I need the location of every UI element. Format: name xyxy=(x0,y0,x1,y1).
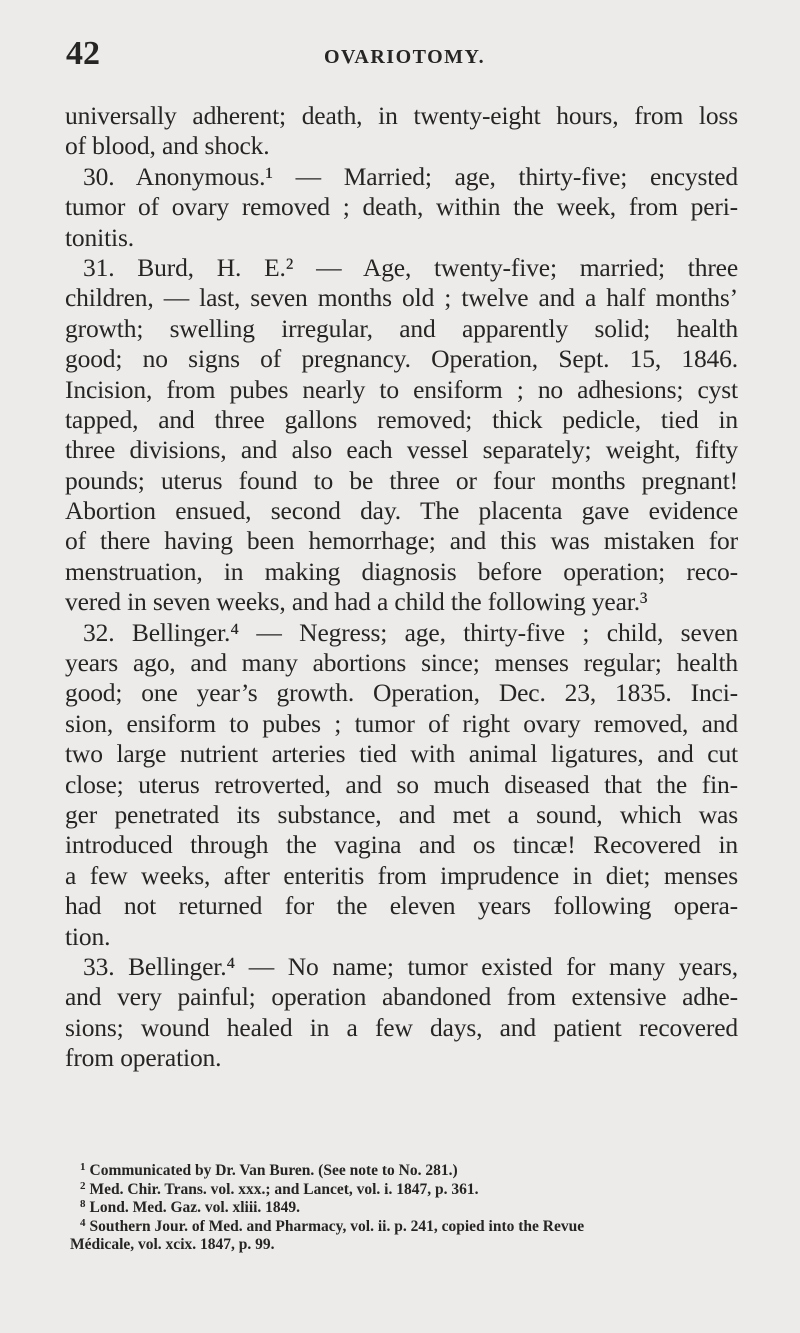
text-line: universally adherent; death, in twenty-eight hours, from loss xyxy=(65,101,738,130)
text-line: a few weeks, after enteritis from imprudence in diet; menses xyxy=(65,860,738,890)
footnote xyxy=(66,1199,738,1218)
text-line: 31. Burd, H. E.² — Age, twenty-five; married; three xyxy=(83,252,738,282)
text-line: and very painful; operation abandoned from extensive adhe- xyxy=(65,982,738,1012)
text-line: menstruation, in making diagnosis before operation; reco- xyxy=(65,556,738,586)
text-line: good; no signs of pregnancy. Operation, Sept. 15, 1846. xyxy=(65,344,738,374)
footnote xyxy=(66,1236,738,1255)
footnote-text: Med. Chir. Trans. vol. xxx.; and Lancet, vol. i. 1847, p. 361. xyxy=(89,1180,479,1198)
footnote-marker: 2 xyxy=(80,1179,86,1192)
running-head xyxy=(66,34,734,74)
footnotes xyxy=(66,1162,738,1255)
footnote xyxy=(66,1181,738,1200)
text-line: close; uterus retroverted, and so much diseased that the fin- xyxy=(65,769,738,799)
text-line: tonitis. xyxy=(65,222,134,252)
text-line: tapped, and three gallons removed; thick pedicle, tied in xyxy=(65,404,738,434)
text-line: 33. Bellinger.⁴ — No name; tumor existed for many years, xyxy=(83,951,738,981)
page-number: 42 xyxy=(66,35,100,72)
footnote-text: Southern Jour. of Med. and Pharmacy, vol. ii. p. 241, copied into the Revue xyxy=(89,1217,585,1235)
text-line: 30. Anonymous.¹ — Married; age, thirty-five; encysted xyxy=(83,161,738,191)
text-line: tumor of ovary removed ; death, within the week, from peri- xyxy=(65,192,738,222)
text-line: vered in seven weeks, and had a child the following year.³ xyxy=(65,587,648,617)
text-line: three divisions, and also each vessel separately; weight, fifty xyxy=(65,435,738,465)
text-line: growth; swelling irregular, and apparently solid; health xyxy=(65,313,738,343)
text-line: of there having been hemorrhage; and this was mistaken for xyxy=(65,526,738,556)
text-line: tion. xyxy=(65,921,111,951)
text-line: Incision, from pubes nearly to ensiform ; no adhesions; cyst xyxy=(65,374,738,404)
footnote-text: Communicated by Dr. Van Buren. (See note to No. 281.) xyxy=(89,1162,458,1179)
text-line: Abortion ensued, second day. The placenta gave evidence xyxy=(65,496,738,526)
text-line: ger penetrated its substance, and met a sound, which was xyxy=(65,799,738,829)
footnote-marker: 4 xyxy=(80,1216,86,1229)
text-line: two large nutrient arteries tied with animal ligatures, and cut xyxy=(65,739,738,769)
footnote-marker: 8 xyxy=(80,1198,86,1210)
text-line: had not returned for the eleven years following opera- xyxy=(65,891,738,921)
text-line: sions; wound healed in a few days, and patient recovered xyxy=(65,1012,738,1042)
running-title: OVARIOTOMY. xyxy=(324,46,486,68)
body-text xyxy=(65,101,738,1074)
text-line: years ago, and many abortions since; menses regular; health xyxy=(65,648,738,678)
text-line: introduced through the vagina and os tincæ! Recovered in xyxy=(65,830,738,860)
footnote xyxy=(66,1162,738,1181)
text-line: sion, ensiform to pubes ; tumor of right ovary removed, and xyxy=(65,708,738,738)
text-line: 32. Bellinger.⁴ — Negress; age, thirty-five ; child, seven xyxy=(83,617,738,647)
text-line: children, — last, seven months old ; twelve and a half months’ xyxy=(65,283,738,313)
footnote-text: Lond. Med. Gaz. vol. xliii. 1849. xyxy=(89,1199,301,1216)
text-line: pounds; uterus found to be three or four months pregnant! xyxy=(65,465,738,495)
text-line: of blood, and shock. xyxy=(65,131,270,161)
footnote xyxy=(66,1218,738,1237)
text-line: from operation. xyxy=(65,1043,222,1073)
text-line: good; one year’s growth. Operation, Dec. 23, 1835. Inci- xyxy=(65,678,738,708)
footnote-text: Médicale, vol. xcix. 1847, p. 99. xyxy=(70,1236,275,1253)
footnote-marker: 1 xyxy=(80,1161,86,1173)
